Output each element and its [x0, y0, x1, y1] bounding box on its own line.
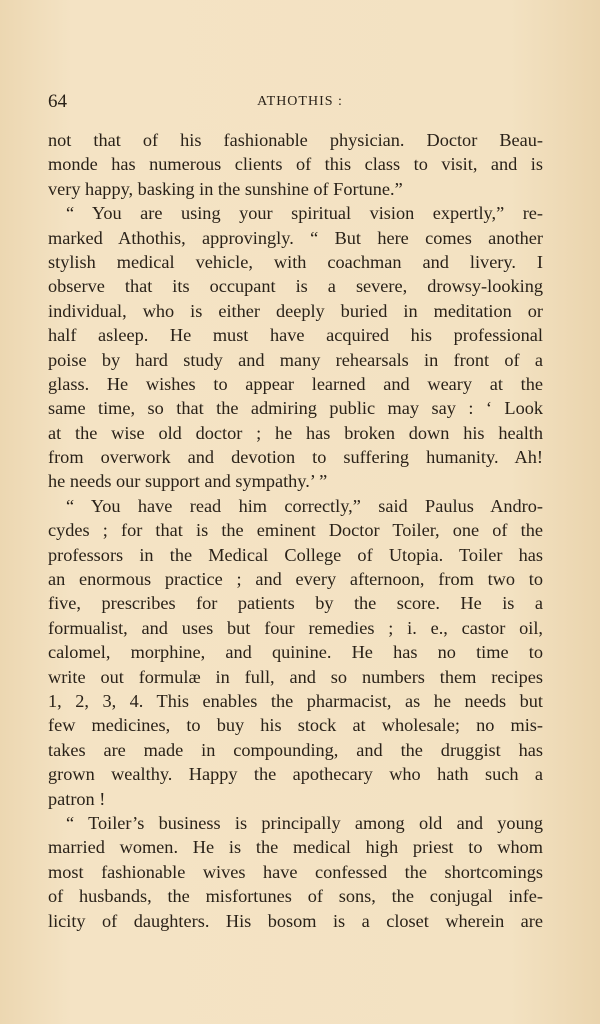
text-line: grown wealthy. Happy the apothecary who hath such a: [48, 764, 543, 785]
text-line: takes are made in compounding, and the druggist has: [48, 739, 543, 760]
text-line: “ You are using your spiritual vision expertly,” re-: [66, 203, 543, 224]
text-line: five, prescribes for patients by the score. He is a: [48, 593, 543, 614]
text-line: cydes ; for that is the eminent Doctor Toiler, one of the: [48, 520, 543, 541]
text-line: “ Toiler’s business is principally among old and young: [66, 812, 543, 833]
text-line: of husbands, the misfortunes of sons, the conjugal infe-: [48, 886, 543, 907]
text-line: “ You have read him correctly,” said Paulus Andro-: [66, 495, 543, 516]
text-line: write out formulæ in full, and so numbers them recipes: [48, 666, 543, 687]
text-line: glass. He wishes to appear learned and weary at the: [48, 373, 543, 394]
text-line: patron !: [48, 788, 106, 809]
text-line: few medicines, to buy his stock at wholesale; no mis-: [48, 715, 543, 736]
text-line: monde has numerous clients of this class to visit, and is: [48, 154, 543, 175]
running-title: ATHOTHIS :: [257, 94, 343, 109]
text-line: same time, so that the admiring public may say : ‘ Look: [48, 398, 543, 419]
page-number: 64: [48, 91, 67, 112]
text-line: at the wise old doctor ; he has broken down his health: [48, 422, 543, 443]
text-line: calomel, morphine, and quinine. He has no time to: [48, 642, 543, 663]
text-line: formualist, and uses but four remedies ; i. e., castor oil,: [48, 617, 543, 638]
text-line: observe that its occupant is a severe, drowsy-looking: [48, 276, 543, 297]
text-line: not that of his fashionable physician. Doctor Beau-: [48, 130, 543, 150]
text-line: poise by hard study and many rehearsals in front of a: [48, 349, 543, 370]
text-line: 1, 2, 3, 4. This enables the pharmacist, as he needs but: [48, 690, 543, 711]
body-text: [48, 128, 543, 933]
text-line: stylish medical vehicle, with coachman and livery. I: [48, 251, 543, 272]
text-line: individual, who is either deeply buried in meditation or: [48, 300, 543, 321]
text-line: very happy, basking in the sunshine of Fortune.”: [48, 178, 403, 199]
text-line: from overwork and devotion to suffering humanity. Ah!: [48, 447, 543, 468]
text-line: he needs our support and sympathy.’ ”: [48, 471, 328, 492]
text-line: half asleep. He must have acquired his professional: [48, 325, 543, 346]
text-line: licity of daughters. His bosom is a closet wherein are: [48, 910, 543, 931]
text-line: an enormous practice ; and every afternoon, from two to: [48, 569, 543, 590]
text-line: professors in the Medical College of Utopia. Toiler has: [48, 544, 543, 565]
text-line: marked Athothis, approvingly. “ But here comes another: [48, 227, 543, 248]
text-line: most fashionable wives have confessed the shortcomings: [48, 861, 543, 882]
text-line: married women. He is the medical high priest to whom: [48, 837, 543, 858]
